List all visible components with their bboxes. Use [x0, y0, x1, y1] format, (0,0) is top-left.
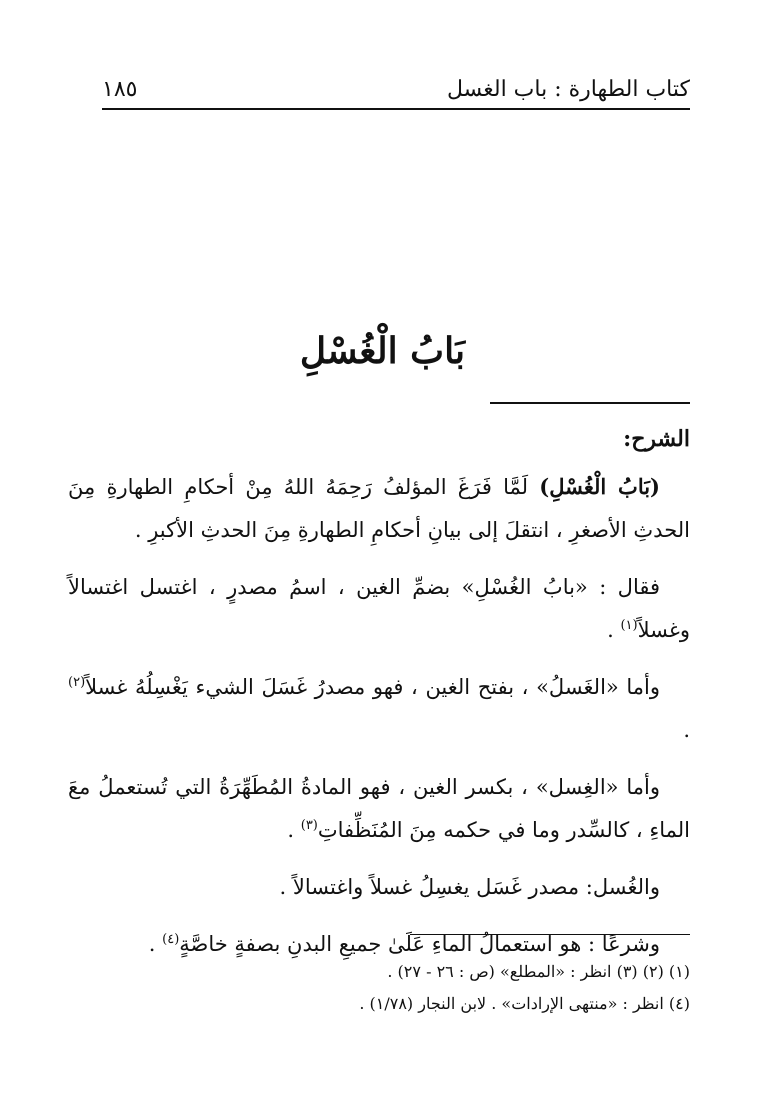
- footnote-divider: [410, 934, 690, 935]
- paragraph-text: لَمَّا فَرَغَ المؤلفُ رَحِمَهُ اللهُ مِنْ أحكامِ الطهارةِ مِنَ الحدثِ الأصغرِ ، انتقلَ إلى بيانِ أحكامِ الطهارةِ مِنَ الحدثِ الأكبرِ .: [68, 475, 690, 542]
- running-title: كتاب الطهارة : باب الغسل: [446, 77, 690, 102]
- footnote-ref: (٢): [68, 675, 86, 690]
- page-number: ١٨٥: [102, 77, 138, 102]
- paragraph: [68, 566, 690, 652]
- paragraph-tail: .: [148, 932, 163, 956]
- paragraph-text: والغُسل: مصدر غَسَل يغسِلُ غسلاً واغتسالاً .: [279, 875, 660, 899]
- footnote-ref: (٤): [162, 932, 180, 947]
- paragraph-tail: .: [287, 818, 301, 842]
- footnote: (١) (٢) (٣) انظر : «المطلع» (ص : ٢٦ - ٢٧) .: [387, 962, 690, 981]
- paragraph-text: وأما «الغِسل» ، بكسر الغين ، فهو المادةُ المُطَهِّرَةُ التي تُستعملُ معَ الماءِ ، كالسِّدر وما في حكمه مِنَ المُنَظِّفاتِ: [68, 775, 690, 842]
- main-text: [68, 418, 690, 980]
- section-heading: الشرح:: [623, 426, 690, 452]
- footnotes: [68, 956, 690, 1020]
- footnote-ref: (١): [620, 618, 638, 633]
- chapter-title: بَابُ الْغُسْلِ: [299, 330, 466, 372]
- footnote: (٤) انظر : «منتهى الإرادات» . لابن النجار (١/٧٨) .: [359, 994, 690, 1013]
- running-header: [102, 74, 690, 110]
- title-divider: [490, 402, 690, 404]
- paragraph: [68, 465, 690, 552]
- paragraph: [68, 666, 690, 752]
- paragraph-lead: (بَابُ الْغُسْلِ): [539, 474, 660, 499]
- paragraph-tail: .: [607, 618, 621, 642]
- paragraph-text: وأما «الغَسلُ» ، بفتح الغين ، فهو مصدرُ غَسَلَ الشيء يَغْسِلُهُ غسلاً: [85, 675, 660, 699]
- paragraph-tail: .: [683, 718, 690, 742]
- footnote-ref: (٣): [300, 818, 318, 833]
- paragraph-text: وشرعًا : هو استعمالُ الماءِ عَلَىٰ جميعِ البدنِ بصفةٍ خاصَّةٍ: [179, 932, 660, 956]
- paragraph: [68, 766, 690, 852]
- paragraph: [68, 866, 690, 909]
- paragraph-text: فقال : «بابُ الغُسْلِ» بضمِّ الغين ، اسمُ مصدرٍ ، اغتسل اغتسالاً وغسلاً: [68, 575, 690, 642]
